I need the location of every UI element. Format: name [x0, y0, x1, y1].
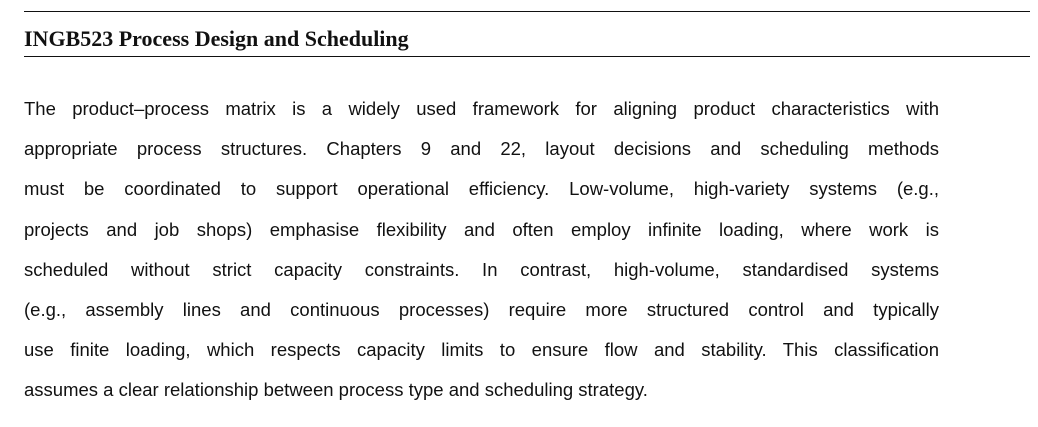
paragraph-line: appropriate process structures. Chapters 9 and 22, layout decisions and scheduling methods [24, 138, 939, 160]
paragraph-line: projects and job shops) emphasise flexibility and often employ infinite loading, where work is [24, 218, 939, 240]
paragraph-line: The product–process matrix is a widely used framework for aligning product characteristics with [24, 98, 939, 119]
paragraph-line: must be coordinated to support operational efficiency. Low-volume, high-variety systems (e.g., [24, 178, 939, 200]
heading-top-rule [24, 11, 1030, 12]
paragraph-line: scheduled without strict capacity constraints. In contrast, high-volume, standardised systems [24, 258, 939, 280]
paragraph-line: use finite loading, which respects capacity limits to ensure flow and stability. This classification [24, 339, 939, 361]
body-paragraph [24, 89, 939, 411]
section-heading: INGB523 Process Design and Scheduling [24, 26, 409, 51]
heading-bottom-rule [24, 56, 1030, 57]
paragraph-line: (e.g., assembly lines and continuous processes) require more structured control and typically [24, 299, 939, 321]
paragraph-line: assumes a clear relationship between process type and scheduling strategy. [24, 379, 648, 401]
